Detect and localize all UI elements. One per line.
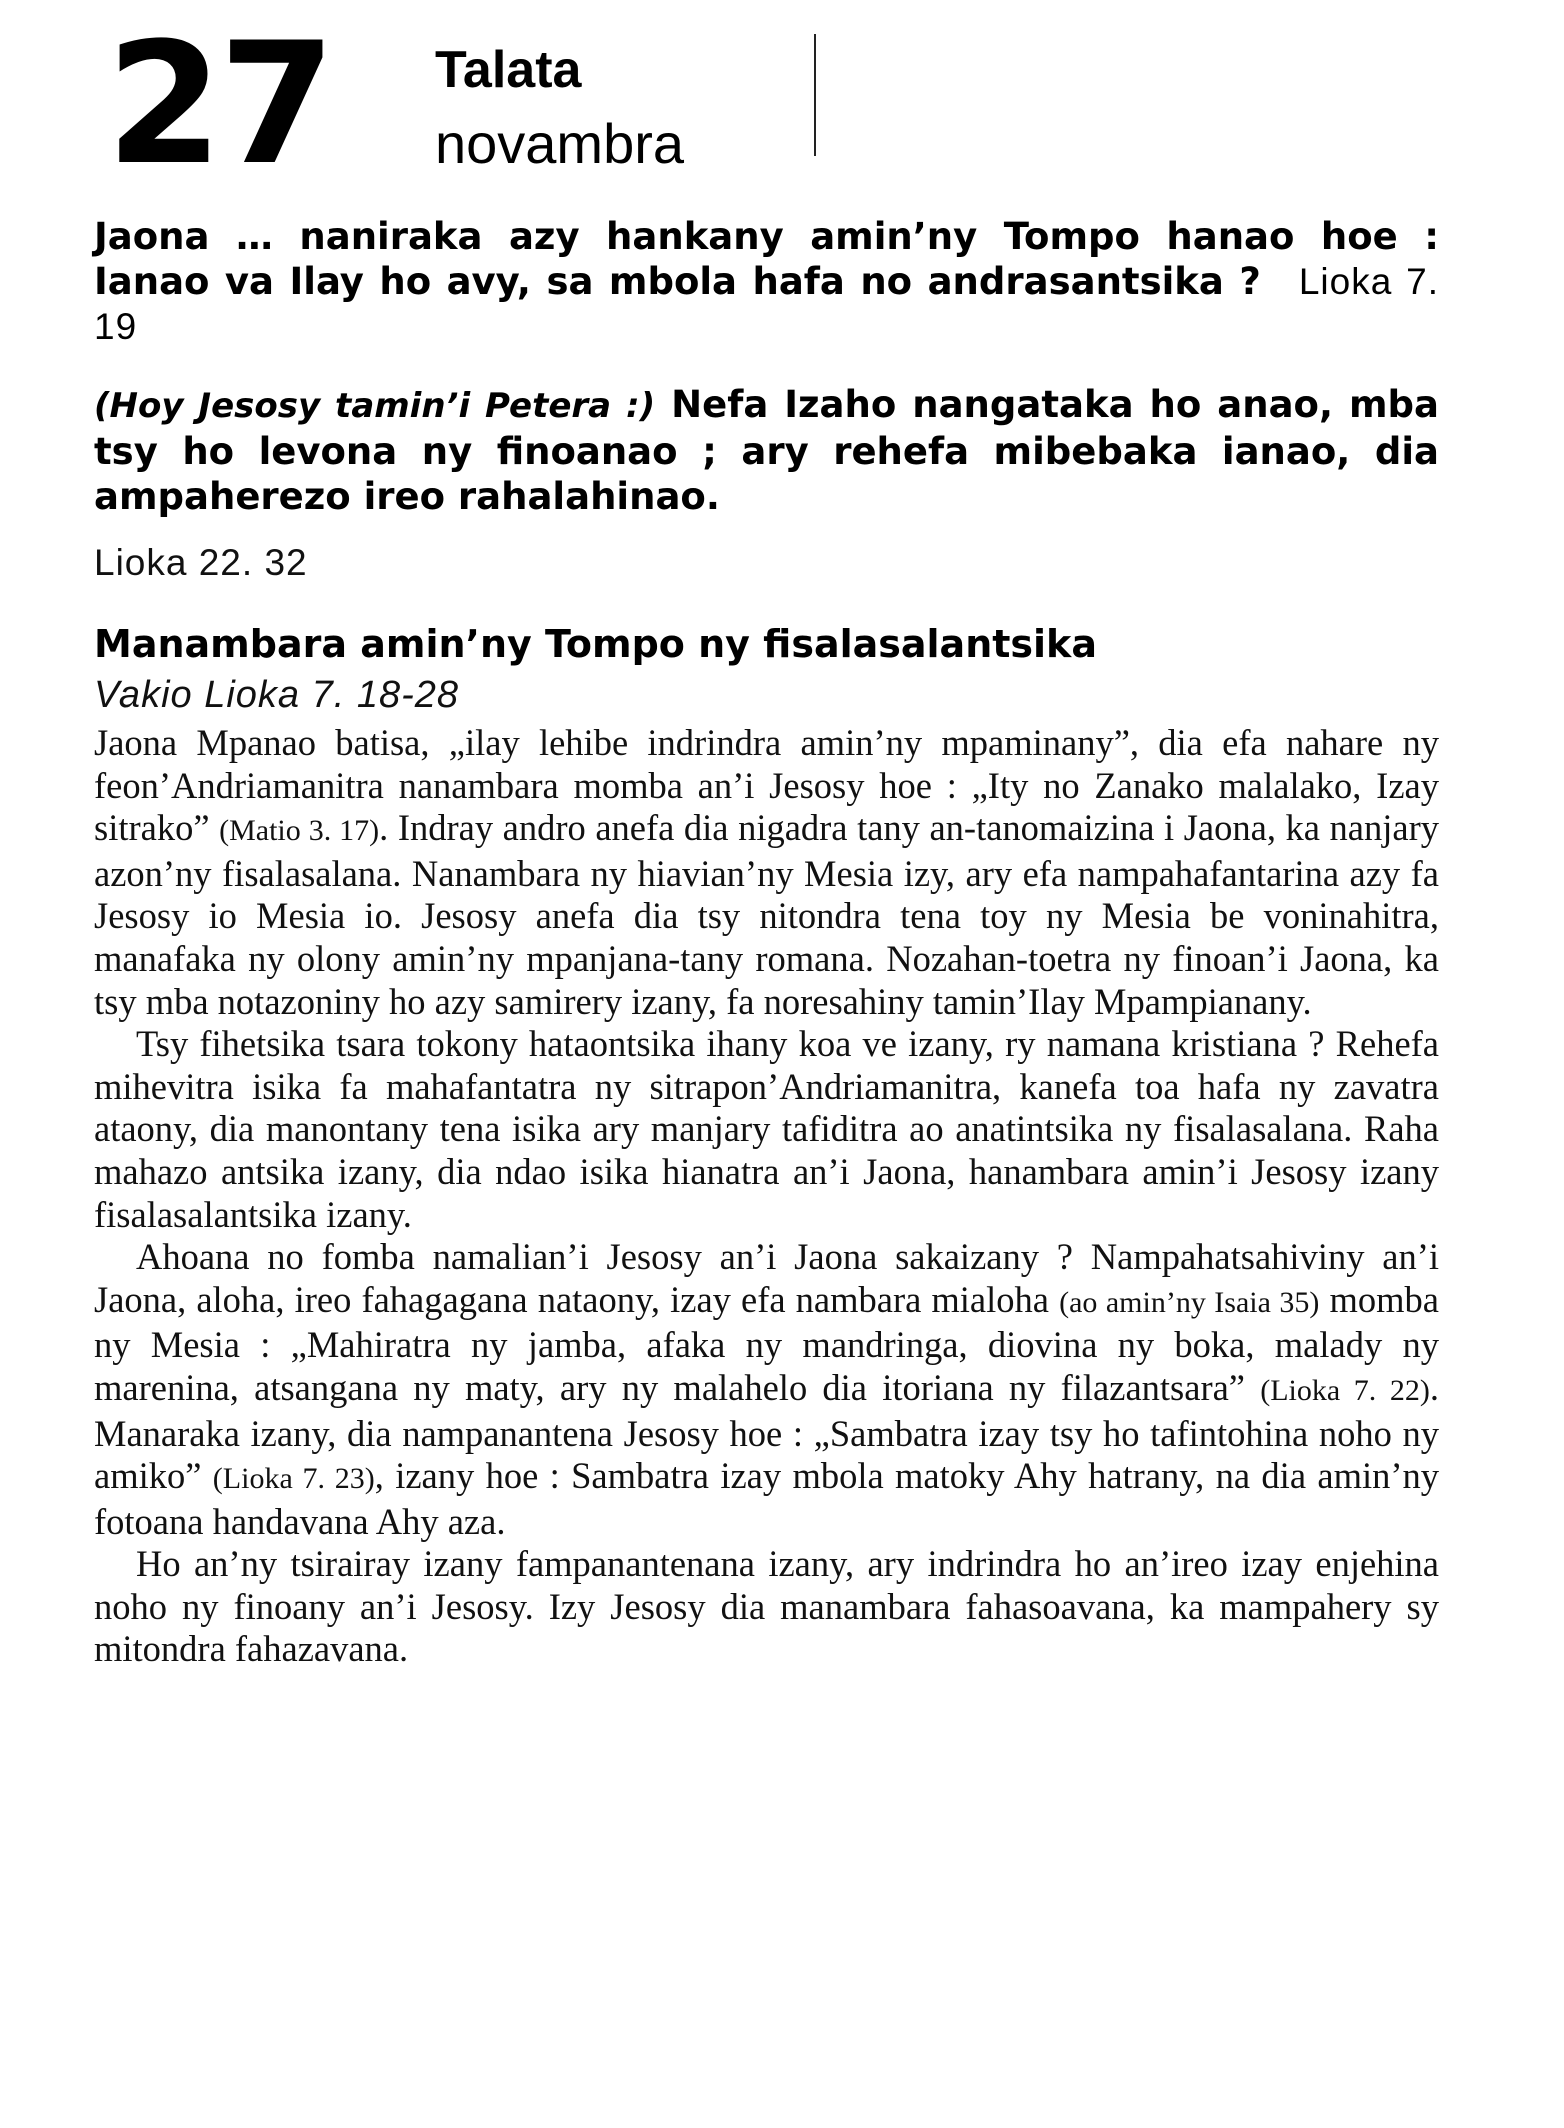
paragraph-3-reference-3: (Lioka 7. 23) [212,1462,375,1496]
verse-2-text: Nefa Izaho nangataka ho anao, mba tsy ho levona ny finoanao ; ary rehefa mibebaka ianao, dia ampaherezo ireo rahalahinao. [94,383,1439,518]
paragraph-3-reference-2: (Lioka 7. 22) [1260,1373,1430,1407]
header-divider [814,34,816,156]
article-title: Manambara amin’ny Tompo ny fisalasalantsika [94,622,1097,666]
verse-2-speaker: (Hoy Jesosy tamin’i Petera :) [94,386,656,426]
paragraph-3 [94,1236,1439,1543]
verse-2 [94,382,1439,519]
paragraph-1-text-a: Jaona Mpanao batisa, „ilay lehibe indrindra amin’ny mpaminany”, dia efa nahare ny feon’Andriamanitra nanambara momba an’i Jesosy hoe : „Ity no Zanako malalako, Izay sitrako” [94,722,1439,849]
paragraph-1-reference: (Matio 3. 17) [219,814,380,848]
verse-2-reference: Lioka 22. 32 [94,542,308,583]
paragraph-1 [94,722,1439,1023]
verse-1-text: Jaona … naniraka azy hankany amin’ny Tompo hanao hoe : Ianao va Ilay ho avy, sa mbola hafa no andrasantsika ? [94,215,1439,303]
paragraph-4: Ho an’ny tsirairay izany fampanantenana izany, ary indrindra ho an’ireo izay enjehina noho ny finoany an’i Jesosy. Izy Jesosy dia manambara fahasoavana, ka mampahery sy mitondra fahazavana. [94,1543,1439,1670]
month: novambra [435,112,685,175]
paragraph-3-text-d: , izany hoe : Sambatra izay mbola matoky Ahy hatrany, na dia amin’ny fotoana handavana Ahy aza. [94,1455,1440,1542]
paragraph-3-text-b: momba ny Mesia : „Mahiratra ny jamba, afaka ny mandringa, diovina ny boka, malady ny marenina, atsangana ny maty, ary ny malahelo dia itoriana ny filazantsara” [94,1278,1440,1408]
article-body [94,722,1439,1671]
reading-reference: Vakio Lioka 7. 18-28 [94,674,460,716]
weekday: Talata [435,41,582,99]
paragraph-1-text-b: . Indray andro anefa dia nigadra tany an-tanomaizina i Jaona, ka nanjary azon’ny fisalasalana. Nanambara ny hiavian’ny Mesia izy, ary efa nampahafantarina azy fa Jesosy io Mesia io. Jesosy anefa dia tsy nitondra tena toy ny Mesia be voninahitra, manafaka ny olony amin’ny mpanjana-tany romana. Nozahan-toetra ny finoan’i Jaona, ka tsy mba notazoniny ho azy samirery izany, fa noresahiny tamin’Ilay Mpampianany. [94,807,1439,1022]
day-number: 27 [106,6,332,202]
paragraph-2: Tsy fihetsika tsara tokony hataontsika ihany koa ve izany, ry namana kristiana ? Rehefa mihevitra isika fa mahafantatra ny sitrapon’Andriamanitra, kanefa toa hafa ny zavatra ataony, dia manontany tena isika ary manjary tafiditra ao anatintsika ny fisalasalana. Raha mahazo antsika izany, dia ndao isika hianatra an’i Jaona, hanambara amin’i Jesosy izany fisalasalantsika izany. [94,1023,1439,1235]
verse-1 [94,214,1439,349]
paragraph-3-text-a: Ahoana no fomba namalian’i Jesosy an’i Jaona sakaizany ? Nampahatsahiviny an’i Jaona, aloha, ireo fahagagana nataony, izay efa nambara mialoha [94,1236,1439,1320]
paragraph-3-text-c: . Manaraka izany, dia nampanantena Jesosy hoe : „Sambatra izay tsy ho tafintohina noho ny amiko” [94,1366,1439,1497]
verse-1-reference: Lioka 7. 19 [94,261,1439,347]
paragraph-3-reference-1: (ao amin’ny Isaia 35) [1059,1285,1320,1319]
